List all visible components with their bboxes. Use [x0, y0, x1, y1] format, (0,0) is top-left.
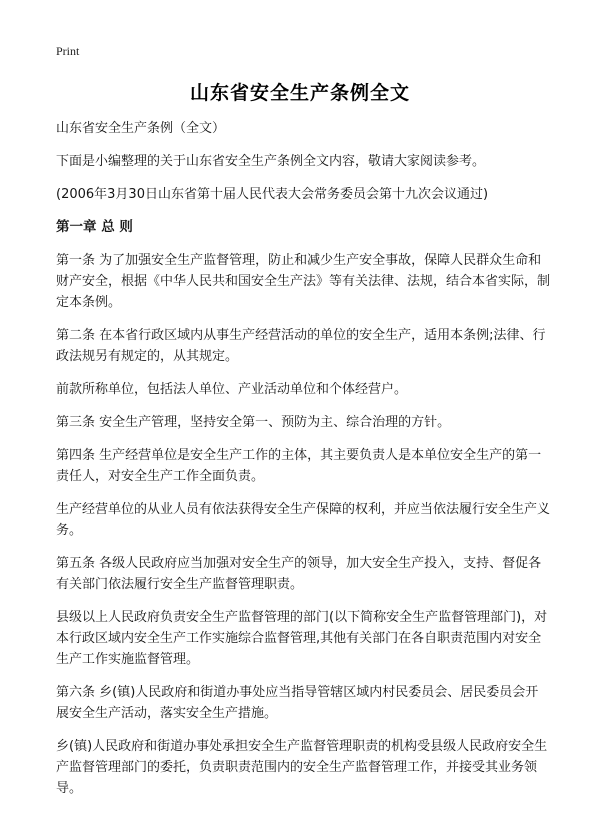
article-paragraph: 第一条 为了加强安全生产监督管理，防止和减少生产安全事故，保障人民群众生命和财产安全，根据《中华人民共和国安全生产法》等有关法律、法规，结合本省实际，制定本条例。	[56, 253, 551, 310]
article-paragraph: 生产经营单位的从业人员有依法获得安全生产保障的权利，并应当依法履行安全生产义务。	[56, 502, 551, 538]
article-paragraph: 第二条 在本省行政区域内从事生产经营活动的单位的安全生产，适用本条例;法律、行政法规另有规定的，从其规定。	[56, 328, 546, 364]
article-paragraph: 乡(镇)人民政府和街道办事处承担安全生产监督管理职责的机构受县级人民政府安全生产监督管理部门的委托，负责职责范围内的安全生产监督管理工作，并接受其业务领导。	[56, 739, 548, 796]
article-paragraph: 前款所称单位，包括法人单位、产业活动单位和个体经营户。	[56, 382, 408, 397]
print-label: Print	[56, 44, 80, 58]
chapter-heading: 第一章 总 则	[56, 219, 133, 235]
document-title: 山东省安全生产条例全文	[189, 82, 410, 104]
article-paragraph: 第五条 各级人民政府应当加强对安全生产的领导，加大安全生产投入，支持、督促各有关部门依法履行安全生产监督管理职责。	[56, 556, 542, 592]
article-paragraph: 第三条 安全生产管理，坚持安全第一、预防为主、综合治理的方针。	[56, 415, 451, 430]
article-paragraph: 县级以上人民政府负责安全生产监督管理的部门(以下简称安全生产监督管理部门)，对本行政区域内安全生产工作实施综合监督管理,其他有关部门在各自职责范围内对安全生产工作实施监督管理。	[56, 610, 548, 667]
adoption-note: (2006年3月30日山东省第十届人民代表大会常务委员会第十九次会议通过)	[56, 187, 489, 202]
document-body	[56, 118, 550, 811]
subtitle-paragraph: 山东省安全生产条例（全文）	[56, 121, 226, 136]
article-paragraph: 第四条 生产经营单位是安全生产工作的主体，其主要负责人是本单位安全生产的第一责任人，对安全生产工作全面负责。	[56, 448, 542, 484]
article-paragraph: 第六条 乡(镇)人民政府和街道办事处应当指导管辖区域内村民委员会、居民委员会开展安全生产活动，落实安全生产措施。	[56, 685, 539, 721]
intro-paragraph: 下面是小编整理的关于山东省安全生产条例全文内容，敬请大家阅读参考。	[56, 154, 486, 169]
